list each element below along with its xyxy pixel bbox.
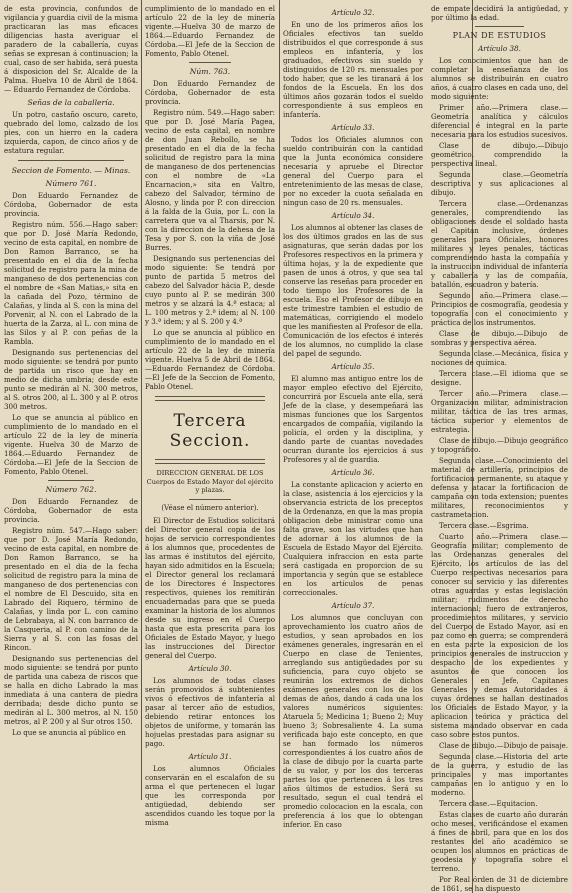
paragraph: Los alumnos de todas clases serán promovidos á subtenientes vivos ó efectivos de infantería al pasar al tercer año de estudios, debiendo retirar entonces los objetos de uniforme, y tomarán las hojuelas prestadas para asignar su pago. xyxy=(145,675,275,748)
paragraph: Don Eduardo Fernandez de Córdoba, Gobernador de esta provincia. xyxy=(145,79,275,106)
divider xyxy=(48,480,94,481)
paragraph: Tercera clase.—Esgrima. xyxy=(439,521,529,530)
column-4 xyxy=(431,4,568,893)
paragraph: Todos los Oficiales alumnos con sueldo contribuirán con la cantidad que la Junta económica considere necesaria y apruebe el Director general del Cuerpo para el entretenimiento de las mesas de clase, por no exceder la cuota señalada en ningun caso de 20 rs. mensuales. xyxy=(283,135,423,207)
paragraph: Lo que se anuncia al público en cumplimiento de lo mandado en el artículo 22 de la ley de minería vigente. Huelva 5 de Abril de 1864.—Eduardo Fernandez de Córdoba.—El Jefe de la Seccion de Fomento, Pablo Otenel. xyxy=(145,328,275,391)
paragraph: Registro núm. 556.—Hago saber: que por D. José María Redondo, vecino de esta capital, en nombre de Don Ramon Barranco, se ha presentado en el dia de la fecha solicitud de registro para la mina de manganeso de dos pertenencias con el nombre de «San Matias,» sita en la cañada del Pozo, término de Calañas, y linda al S. con la mina del Porvenir, al N. con el Labrado de la huerta de la Zarza, al L. con mina de las Silos y al P. con peñas de la Rambla. xyxy=(4,220,138,346)
notice-number: Número 761. xyxy=(45,179,97,188)
column-1 xyxy=(4,4,138,796)
column-2 xyxy=(145,4,275,827)
paragraph: Clase de dibujo.—Dibujo geográfico y topográfico. xyxy=(431,436,568,454)
notice-number: Núm. 763. xyxy=(189,67,231,76)
double-divider xyxy=(155,396,265,401)
paragraph: Tercera clase.—Equitacion. xyxy=(439,799,538,808)
paragraph: Segunda clase.—Historia del arte de la guerra, y estudio de las principales y mas importantes campañas en lo antiguo y en lo moderno. xyxy=(431,752,568,797)
paragraph: Segunda clase.—Geometría descriptiva y sus aplicaciones al dibujo. xyxy=(431,170,568,197)
paragraph: de empate decidirá la antigüedad, y por último la edad. xyxy=(431,4,568,22)
paragraph: Designando sus pertenencias del modo siguiente: se tendrá por punto de partida un risco que hay en medio de dicha umbria; desde este punto se medirán al N. 300 metros, al S. otros 200, al L. 300 y al P. otros 300 metros. xyxy=(4,348,138,411)
paragraph: Registro núm. 547.—Hago saber: que por D. José María Redondo, vecino de esta capital, en nombre de Don Ramon Barranco, se ha presentado en el dia de la fecha solicitud de registro para la mina de manganeso de dos pertenencias con el nombre de El Descuido, sita en Labrado del Riquero, término de Calañas, y linda por L. con camino de Lebrabaya, al N. con barranco de la Casqueria, al P. con camino de la Sierra y al S. con las fosas del Rincon. xyxy=(4,526,138,652)
paragraph: Por Real órden de 31 de diciembre de 1861, se ha dispuesto xyxy=(431,875,568,893)
paragraph: Primer año.—Primera clase.—Geometría analítica y cálculos diferencial é integral en la parte necesaria para los estudios sucesivos. xyxy=(431,103,568,139)
paragraph: Designando sus pertenencias del modo siguiente: se tendrá por punto de partida una cabeza de riscos que se halla en dicho Labrado la mas inmediata á una cantera de piedra derribada; desde dicho punto se medirán al L. 300 metros, al N. 150 metros, al P. 200 y al Sur otros 150. xyxy=(4,654,138,726)
paragraph: Segunda clase.—Conocimiento del material de artillería, principios de fortificacion permanente, su ataque y defensa y atacar la fortificacion de campaña con toda extension; puentes militares, reconocimientos y castrametacion. xyxy=(431,456,568,519)
article-heading: Artículo 38. xyxy=(478,44,521,53)
paragraph: Lo que se anuncia al público en xyxy=(12,728,126,737)
paragraph: Los alumnos que concluyan con aprovechamiento los cuatro años de estudios, y sean aprobados en los exámenes generales, ingresarán en el Cuerpo en clase de Tenientes, arreglando sus antigüedades por su suficiencia, para cuyo objeto se reunirán los extremos de dichos exámenes generales con los de los demas de años, dando á cada una los valores numéricos siguientes: Ataruela 5; Medicina 1; Bueno 2; Muy bueno 3; Sobresaliente 4. La suma verificada bajo este concepto, en que se han formado los números correspondientes á los cuatro años de la clase de dibujo por la cuarta parte de su valor, y por los dos terceras partes los que pertenecen á los tres años últimos de estudios. Será su resultado, segun el cual tendrá el promedio colocacion en la escala, con preferencia á los que lo obtengan inferior. En caso xyxy=(283,613,423,829)
double-divider xyxy=(155,459,265,464)
column-rule xyxy=(141,0,142,800)
paragraph: Clase de dibujo.—Dibujo geométrico, comprendido la perspectiva lineal. xyxy=(431,141,568,168)
paragraph: El Director de Estudios solicitará del Director general copia de los hojas de servicio correspondientes á los alumnos que, procedentes de las armas é institutos del ejército, hayan sido admitidos en la Escuela; el Director general los reclamará de los Directores é Inspectores respectivos, quienes los remitirán encuadernadas para que se pueda examinar la historia de los alumnos desde su ingreso en el Cuerpo hasta que esta prescrita para los Oficiales de Estado Mayor, y luego las instrucciones del Director general del Cuerpo. xyxy=(145,515,275,660)
paragraph: Designando sus pertenencias del modo siguiente: Se tendrá por punto de partida 5 metros del cabezo del Salvador hácia P., desde cuyo punto al P. se medirán 300 metros y se alzará la 4.ª estaca; al L. 100 metros y 2.ª idem; al N. 100 y 3.ª idem; y al S. 200 y 4.ª xyxy=(145,254,275,326)
paragraph: Lo que se anuncia al público en cumplimiento de lo mandado en el artículo 22 de la ley de minería vigente. Huelva 30 de Marzo de 1864.—Eduardo Fernandez de Córdoba.—El Jefe de la Seccion de Fomento, Pablo Otenel. xyxy=(4,413,138,476)
article-heading: Artículo 30. xyxy=(188,663,232,673)
section-title: Tercera Seccion. xyxy=(169,411,251,451)
paragraph: Don Eduardo Fernandez de Córdoba, Gobernador de esta provincia. xyxy=(4,497,138,524)
plan-heading: PLAN DE ESTUDIOS xyxy=(452,31,547,40)
divider xyxy=(189,499,231,500)
paragraph: Registro núm. 549.—Hago saber: que por D. José María Pagea, vecino de esta capital, en nombre de don Juan Rebollo, se ha presentado en el dia de la fecha solicitud de registro para la mina de manganeso de dos pertenencias con el nombre de «La Encarnacion,» sita en Valtro, cabezo del Salvador, término de Alosno, y linda por P. con direccion á la falda de la Guia, por L. con la carretera que va al Tharsis, por N. con la direccion de la dehesa de la Tesa y por S. con la viña de José Burres. xyxy=(145,108,275,252)
section-heading: Seccion de Fomento. — Minas. xyxy=(11,166,131,175)
paragraph: Los alumnos al obtener las clases de los dos últimos grados en las de sus asignaturas, que serán dadas por los Profesores respectivos en la primera y última hojas, y la de expediente que pasen de unos á otros, y que sea tal conserve las reseñas para proceder en todo tiempo los Profesores de la escuela. Eso el Profesor de dibujo en este trimestre tambien el estudio de matemáticas, corrigiendo el modelo que les manifiesten al Profesor de ella. Comunicación de los efectos é interés de los alumnos, no cumplido la clase del papel de segundo. xyxy=(283,223,423,358)
article-heading: Artículo 33. xyxy=(331,123,375,132)
paragraph: Los conocimientos que han de completar la enseñanza de los alumnos se distribuirán en cuatro años, á cuatro clases en cada uno, del modo siguiente: xyxy=(431,56,568,101)
paragraph: Clase de dibujo.—Dibujo de paisaje. xyxy=(439,741,568,750)
paragraph: El alumno mas antiguo entre los de mayor empleo efectivo del Ejército, concurrirá por Escuela ante ella, será Jefe de la clase, y desempeñará las mismas funciones que los Sargentos encargados de compañía, vigilando la policía, el orden y la disciplina, y dando parte de cuantas novedades ocurran durante los ejercicios á sus Profesores y al de guardia. xyxy=(283,374,423,464)
paragraph: Tercer año.—Primera clase.—Organizacion militar, administracion militar, táctica de las tres armas, táctica superior y elementos de estrategia. xyxy=(431,389,568,434)
paragraph: Cuarto año.—Primera clase.—Geografía militar; complemento de las Ordenanzas generales del Ejército, los artículos de las del Cuerpo respectivas necesarios para conocer su servicio y las diferentes otras aguardas y estas legislación militar; rudimentos de derecho internacional; fuero de extranjeros, procedimientos militares, y servicio del Cuerpo de Estado Mayor, así en paz como en guerra; se comprenderá en esta parte la exposicion de los principios generales de instruccion y despacho de los expedientes y asuntos de que conocen los Generales en Jefe, Capitanes Generales y demas Autoridades á cuyas órdenes se hallan destinados los Oficiales de Estado Mayor, y la aplicacion teórica y práctica del sistema mandado observar en cada caso sobre estos puntos. xyxy=(431,532,568,739)
notice-number: Número 762. xyxy=(45,485,97,494)
article-heading: Artículo 35. xyxy=(331,362,375,371)
article-heading: Artículo 34. xyxy=(331,211,375,220)
paragraph: Segundo año.—Primera clase.—Principios de cosmografía, geodesia y topografía con el conocimiento y práctica de los instrumentos. xyxy=(431,291,568,327)
divider xyxy=(189,62,231,63)
article-heading: Artículo 31. xyxy=(188,751,232,761)
article-heading: Artículo 36. xyxy=(331,468,375,477)
paragraph: Clase de dibujo.—Dibujo de sombras y perspectiva aérea. xyxy=(431,329,568,347)
section-heading: Señas de la caballería. xyxy=(27,98,115,107)
paragraph: Tercera clase.—Ordenanzas generales, comprendiendo las obligaciones desde el soldado hasta el Capitan inclusive, órdenes generales para Oficiales, honores militares y leyes penales, tácticas comprendiendo hasta la compañía y la instruccion individual de infantería y caballería y las de compañía, batallón, escuadron y batería. xyxy=(431,199,568,289)
paragraph: Don Eduardo Fernandez de Córdoba, Gobernador de esta provincia. xyxy=(4,191,138,218)
paragraph: Los alumnos Oficiales conservarán en el escalafon de su arma el que pertenecen el lugar que les corresponda por antigüedad, debiendo ser ascendidos cuando les toque por la misma xyxy=(145,763,275,827)
paragraph: Estas clases de cuarto año durarán ocho meses, verificándose el examen á fines de abril, para que en los dos restantes del año académico se ocupen los alumnos en prácticas de geodesia y topografía sobre el terreno. xyxy=(431,810,568,873)
continuation-note: (Véase el número anterior). xyxy=(161,503,259,512)
paragraph: La constante aplicacion y acierto en la clase, asistencia á los ejercicios y la observancia estricta de los preceptos de la Ordenanza, en que la mas propia obligacion debe ministrar como una falta grave, son las virtudes que han de adornar á los alumnos de la Escuela de Estado Mayor del Ejército. Cualquiera infraccion en esta parte será castigada en proporcion de su importancia y según que se establece en los artículos de penas correccionales. xyxy=(283,480,423,597)
paragraph: Un potro, castaño oscuro, careto, quebrado del lomo, calzado de los pies, con un hierro en la cadera izquierda, capon, de cinco años y de estatura regular. xyxy=(4,110,138,155)
column-rule xyxy=(279,0,280,800)
section-subheading: DIRECCION GENERAL DE LOS Cuerpos de Estado Mayor del ejército y plazas. xyxy=(146,469,274,494)
paragraph: En uno de los primeros años los Oficiales efectivos tan sueldo distribuidos el que corresponde á sus empleos en infantería, y los graduados, efectivos sin sueldo y distinguidos de 120 rs. mensuales por todo haber, que se les tiranará á los fondos de la Escuela. En los dos últimos años gozarán todos el sueldo correspondiente á sus empleos en infantería. xyxy=(283,20,423,119)
paragraph: Tercera clase.—El idioma que se designe. xyxy=(431,369,568,387)
column-3 xyxy=(283,4,423,829)
article-heading: Artículo 37. xyxy=(331,601,375,610)
divider xyxy=(475,26,524,27)
paragraph: Segunda clase.—Mecánica, física y nociones de química. xyxy=(431,349,568,367)
article-heading: Artículo 32. xyxy=(331,8,375,17)
divider xyxy=(18,160,124,161)
paragraph: de esta provincia, confundos de vigilancia y guardia civil de la misma practicaran las mas eficaces diligencias hasta averiguar el paradero de la caballería, cuyas señas se expresan á continuacion; la cual, caso de ser habida, será puesta á disposicion del Sr. Alcalde de la Palma. Huelva 10 de Abril de 1864.— Eduardo Fernandez de Córdoba. xyxy=(4,4,138,94)
paragraph: cumplimiento de lo mandado en el artículo 22 de la ley de minería vigente.—Huelva 30 de marzo de 1864.—Eduardo Fernandez de Córdoba.—El Jefe de la Seccion de Fomento, Pablo Otenel. xyxy=(145,4,275,58)
